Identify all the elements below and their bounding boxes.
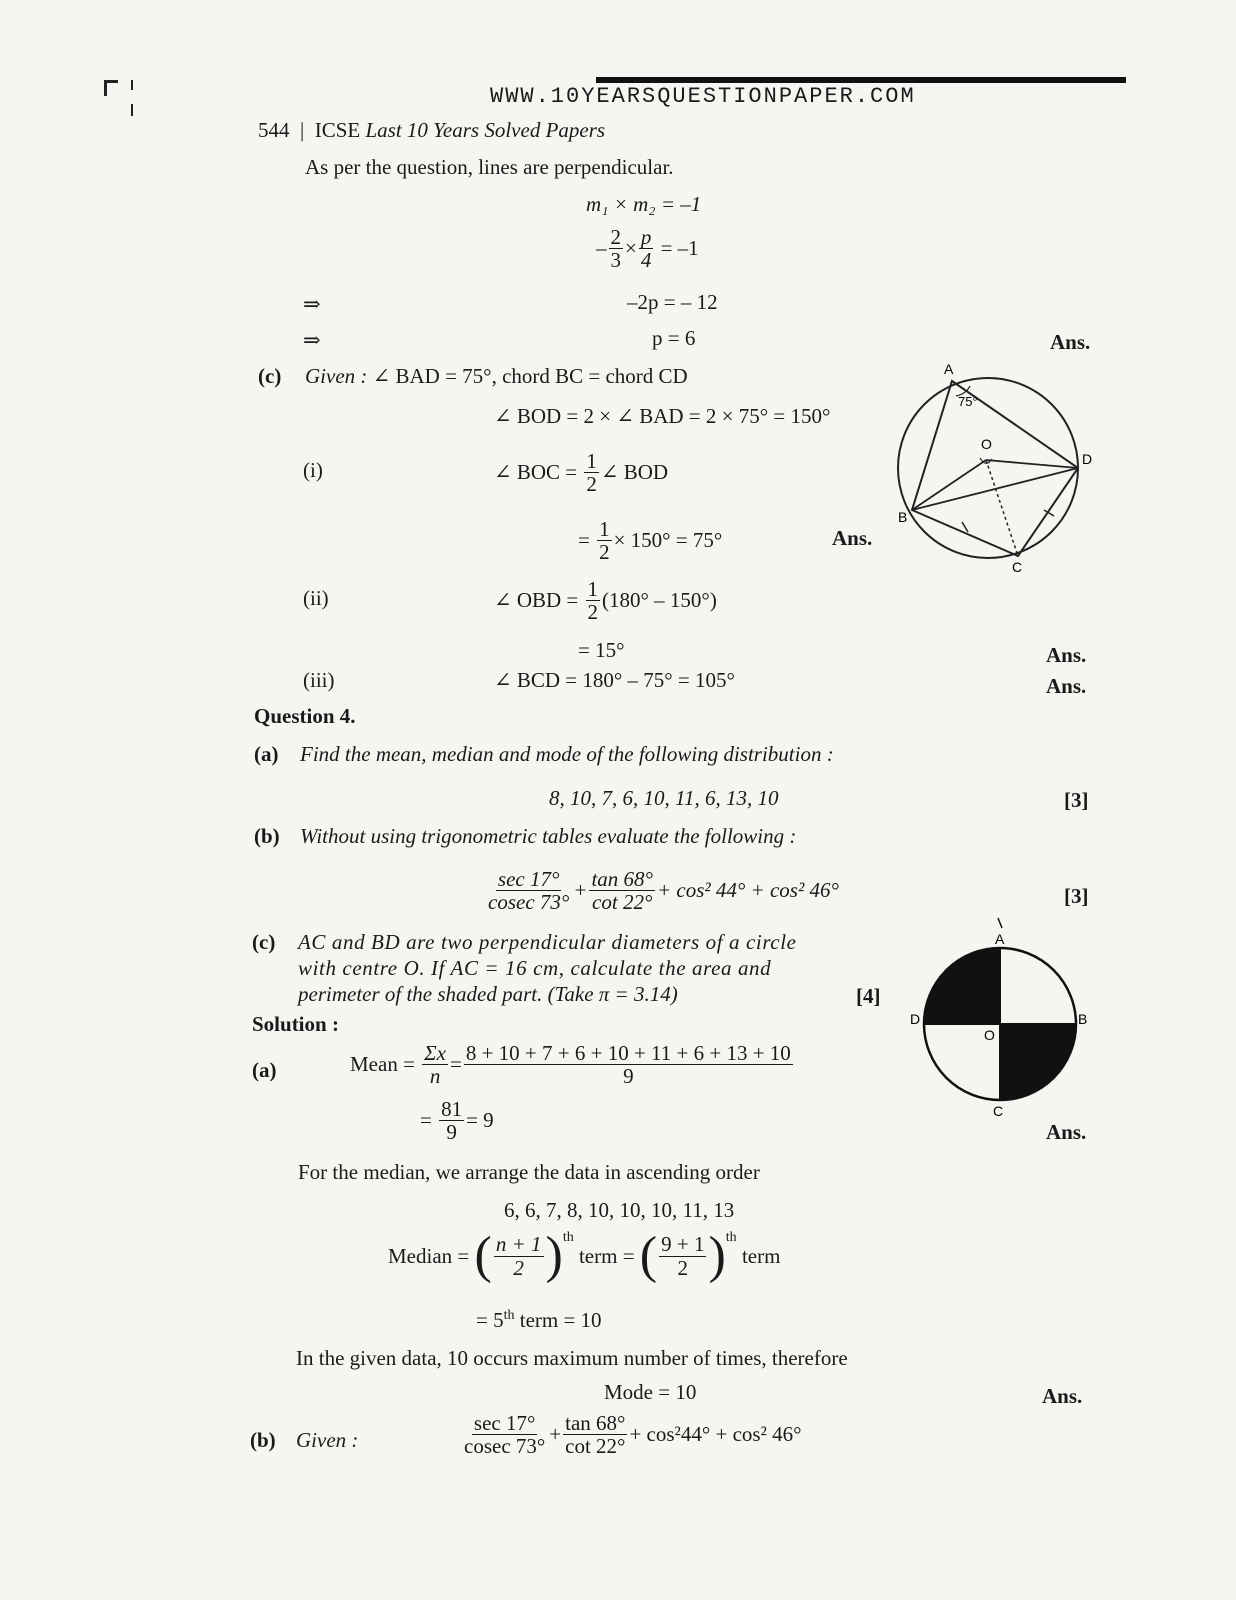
scan-edge-bar: [596, 77, 1126, 83]
point-d-label: D: [910, 1011, 921, 1027]
mean-value: = $\frac{81}{9}$ = 9: [420, 1097, 494, 1145]
part-c-given: Given : ∠ BAD = 75°, chord BC = chord CD: [305, 364, 688, 388]
scan-mark: [131, 80, 133, 90]
point-c-label: C: [993, 1103, 1004, 1119]
answer-tag: Ans.: [1046, 674, 1087, 698]
mode-intro: In the given data, 10 occurs maximum number of times, therefore: [296, 1346, 848, 1370]
marks: [3]: [1064, 788, 1089, 812]
q4-c-line1: AC and BD are two perpendicular diameters of a circle: [298, 930, 797, 954]
median-value: = 5th term = 10: [476, 1308, 602, 1332]
mean-formula: Mean = $\frac{\Sigma x}{n}$ = $\frac{8 + 10 + 7 + 6 + 10 + 11 + 6 + 13 + 10}{9}$: [350, 1041, 791, 1089]
cyclic-quadrilateral-figure: [880, 360, 1100, 580]
equation-slopes: m₁ × m₂ = –1: [586, 192, 702, 216]
median-intro: For the median, we arrange the data in ascending order: [298, 1160, 760, 1184]
running-header: [258, 118, 605, 143]
book-title: Last 10 Years Solved Papers: [365, 118, 606, 142]
angle-75-label: 75°: [958, 394, 978, 409]
answer-tag: Ans.: [1042, 1384, 1083, 1408]
answer-tag: Ans.: [1050, 330, 1091, 354]
marks: [4]: [856, 984, 881, 1008]
book-prefix: ICSE: [314, 118, 361, 142]
marks: [3]: [1064, 884, 1089, 908]
mode-value: Mode = 10: [604, 1380, 697, 1404]
angle-obd-value: = 15°: [578, 638, 625, 662]
solution-b-label: (b): [250, 1428, 276, 1452]
shaded-circle-figure: [904, 914, 1088, 1120]
angle-obd: ∠ OBD = $\frac{1}{2}$ (180° – 150°): [494, 577, 717, 625]
equation-fraction: – $\frac{2}{3}$ × $\frac{p}{4}$ = –1: [596, 225, 699, 273]
point-d-label: D: [1082, 451, 1093, 467]
scan-mark: [131, 104, 133, 116]
q4-b-label: (b): [254, 824, 280, 848]
answer-tag: Ans.: [832, 526, 873, 550]
page-number: 544: [258, 118, 290, 142]
solution-b-expression: $\frac{\sec 17^\circ}{cosec 73^\circ}$ + $\frac{\tan 68^\circ}{\cot 22^\circ}$ + cos²44° + cos² 46°: [464, 1411, 802, 1459]
implies-arrow: ⇒: [303, 292, 321, 316]
q4-b-expression: $\frac{\sec 17^\circ}{cosec 73^\circ}$ + $\frac{\tan 68^\circ}{\cot 22^\circ}$ + cos² 44° + cos² 46°: [488, 867, 839, 915]
q4-c-label: (c): [252, 930, 276, 954]
angle-boc: ∠ BOC = $\frac{1}{2}$ ∠ BOD: [494, 449, 669, 497]
point-c-label: C: [1012, 559, 1023, 575]
equation-step4: p = 6: [652, 326, 696, 350]
answer-tag: Ans.: [1046, 1120, 1087, 1144]
implies-arrow: ⇒: [303, 328, 321, 352]
header-separator: |: [300, 118, 305, 142]
q4-a-text: Find the mean, median and mode of the following distribution :: [300, 742, 834, 766]
q4-c-line2: with centre O. If AC = 16 cm, calculate the area and: [298, 956, 772, 980]
sub-ii-label: (ii): [303, 586, 329, 610]
solution-heading: Solution :: [252, 1012, 339, 1036]
median-formula: Median = ( $\frac{n + 1}{2}$ ) $^{th}$ term = ( $\frac{9 + 1}{2}$ ) $^{th}$ term: [388, 1227, 781, 1284]
sorted-data: 6, 6, 7, 8, 10, 10, 10, 11, 13: [504, 1198, 735, 1222]
question-heading: Question 4.: [254, 704, 356, 728]
sub-iii-label: (iii): [303, 668, 335, 692]
point-b-label: B: [898, 509, 908, 525]
q4-a-data: 8, 10, 7, 6, 10, 11, 6, 13, 10: [549, 786, 779, 810]
point-a-label: A: [944, 361, 954, 377]
equation-step3: –2p = – 12: [627, 290, 718, 314]
website-watermark: WWW.10YEARSQUESTIONPAPER.COM: [490, 84, 916, 109]
part-c-label: (c): [258, 364, 282, 388]
solution-b-given: Given :: [296, 1428, 359, 1452]
angle-boc-value: = $\frac{1}{2}$ × 150° = 75°: [578, 517, 723, 565]
point-o-label: O: [981, 436, 992, 452]
q4-b-text: Without using trigonometric tables evaluate the following :: [300, 824, 797, 848]
point-a-label: A: [995, 931, 1005, 947]
q4-c-line3: perimeter of the shaded part. (Take π = 3.14): [298, 982, 678, 1006]
q4-a-label: (a): [254, 742, 279, 766]
perpendicular-intro: As per the question, lines are perpendicular.: [305, 155, 674, 179]
point-o-label: O: [984, 1027, 995, 1043]
solution-a-label: (a): [252, 1058, 277, 1082]
angle-bcd: ∠ BCD = 180° – 75° = 105°: [494, 668, 735, 692]
answer-tag: Ans.: [1046, 643, 1087, 667]
angle-bod: ∠ BOD = 2 × ∠ BAD = 2 × 75° = 150°: [494, 404, 831, 428]
point-b-label: B: [1078, 1011, 1088, 1027]
sub-i-label: (i): [303, 458, 323, 482]
scan-mark: [104, 80, 107, 96]
